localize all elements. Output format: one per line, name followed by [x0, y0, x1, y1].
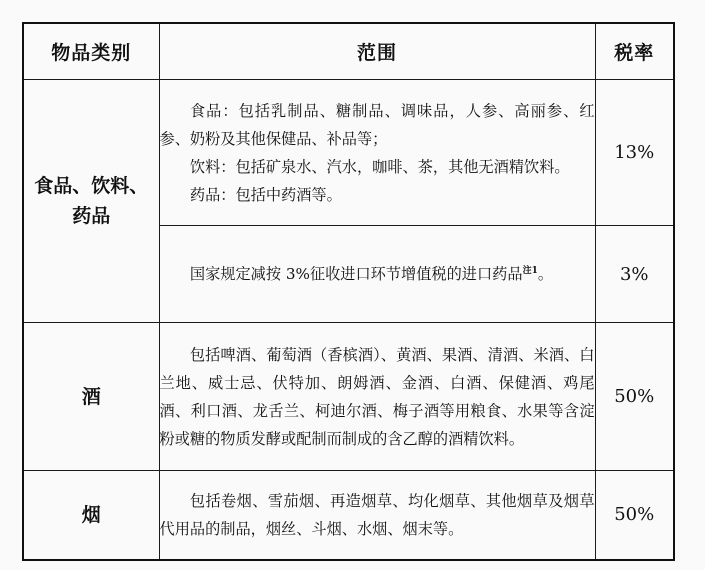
header-rate: 税率 — [595, 23, 674, 80]
scope-alcohol — [159, 323, 595, 471]
category-label-line2: 药品 — [72, 205, 111, 227]
category-food-drink-medicine — [23, 80, 159, 323]
table-row-alcohol — [23, 323, 674, 471]
footnote-marker: 注1 — [522, 265, 538, 276]
scope-reduced-medicine — [159, 226, 595, 323]
scope-medicine-paragraph: 药品：包括中药酒等。 — [189, 185, 342, 204]
scope-food-drink-medicine — [159, 80, 595, 226]
category-label-line1: 食品、饮料、 — [34, 175, 149, 197]
header-category: 物品类别 — [23, 23, 159, 80]
scope-alcohol-text: 包括啤酒、葡萄酒（香槟酒）、黄酒、果酒、清酒、米酒、白兰地、威士忌、伏特加、朗姆酒、金酒、白酒、保健酒、鸡尾酒、利口酒、龙舌兰、柯迪尔酒、梅子酒等用粮食、水果等含淀粉或糖的物质发酵或配制而制成的含乙醇的酒精饮料。 — [159, 345, 595, 448]
scope-reduced-medicine-text: 国家规定减按 3%征收进口环节增值税的进口药品 — [189, 265, 523, 283]
rate-alcohol: 50% — [595, 323, 674, 471]
table-header-row — [23, 23, 674, 80]
scope-tobacco-text: 包括卷烟、雪茄烟、再造烟草、均化烟草、其他烟草及烟草代用品的制品，烟丝、斗烟、水烟、烟末等。 — [159, 491, 595, 538]
tax-rate-table — [22, 22, 675, 561]
category-tobacco: 烟 — [23, 471, 159, 560]
rate-reduced-medicine: 3% — [595, 226, 674, 323]
table-row-food — [23, 80, 674, 226]
scope-tobacco — [159, 471, 595, 560]
category-alcohol: 酒 — [23, 323, 159, 471]
table-row-tobacco — [23, 471, 674, 560]
scope-food-paragraph: 食品：包括乳制品、糖制品、调味品，人参、高丽参、红参、奶粉及其他保健品、补品等； — [159, 101, 595, 148]
rate-food-drink-medicine: 13% — [595, 80, 674, 226]
header-scope: 范围 — [159, 23, 595, 80]
scope-drink-paragraph: 饮料：包括矿泉水、汽水，咖啡、茶，其他无酒精饮料。 — [189, 157, 570, 176]
scope-reduced-medicine-tail: 。 — [537, 265, 554, 283]
rate-tobacco: 50% — [595, 471, 674, 560]
